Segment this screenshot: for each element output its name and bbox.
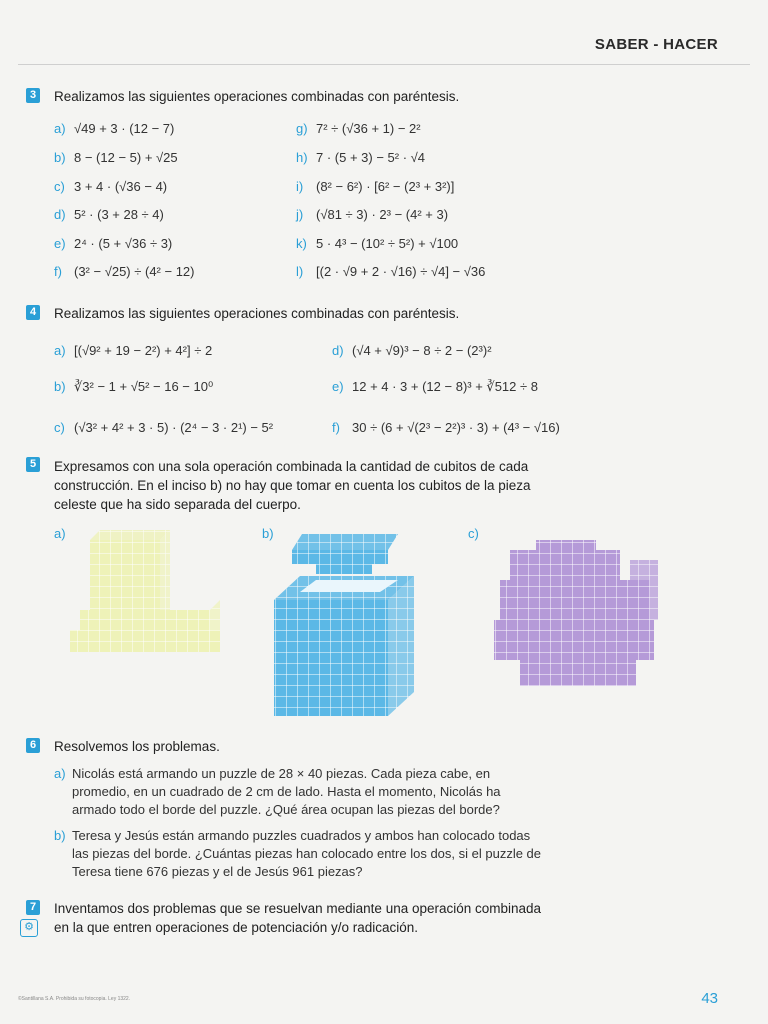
page-number: 43 xyxy=(701,990,718,1007)
cubes-figure-c xyxy=(494,540,658,686)
ex4-item: b) ∛3² − 1 + √5² − 16 − 10⁰ xyxy=(54,379,214,394)
header-rule xyxy=(18,64,750,65)
exercise-3-title: Realizamos las siguientes operaciones combinadas con paréntesis. xyxy=(54,89,460,104)
footer-note: ©Santillana S.A. Prohibida su fotocopia. Ley 1322. xyxy=(18,996,131,1002)
exercise-5-text: Expresamos con una sola operación combinada la cantidad de cubitos de cada construcción. En el inciso b) no hay que tomar en cuenta los cubitos de la pieza celeste que ha sido separada del cuerpo. xyxy=(54,459,531,512)
ex4-item: a) [(√9² + 19 − 2²) + 4²] ÷ 2 xyxy=(54,343,213,358)
header-title: SABER - HACER xyxy=(594,36,718,53)
figure-b-label: b) xyxy=(262,526,274,541)
figure-a-label: a) xyxy=(54,526,66,541)
cube-figures xyxy=(0,520,768,750)
ex4-item: d) (√4 + √9)³ − 8 ÷ 2 − (2³)² xyxy=(332,343,492,358)
ex3-item: k) 5 · 4³ − (10² ÷ 5²) + √100 xyxy=(296,236,459,251)
ex4-item: c) (√3² + 4² + 3 · 5) · (2⁴ − 3 · 2¹) − 5² xyxy=(54,420,274,435)
ex3-item: a) √49 + 3 · (12 − 7) xyxy=(54,121,175,136)
ex3-item: c) 3 + 4 · (√36 − 4) xyxy=(54,179,168,194)
exercise-5-badge: 5 xyxy=(26,457,40,472)
exercise-4-title: Realizamos las siguientes operaciones combinadas con paréntesis. xyxy=(54,306,460,321)
figure-c-label: c) xyxy=(468,526,479,541)
ex3-item: j) (√81 ÷ 3) · 2³ − (4² + 3) xyxy=(296,207,449,222)
ex4-item: e) 12 + 4 · 3 + (12 − 8)³ + ∛512 ÷ 8 xyxy=(332,379,538,394)
cubes-figure-a xyxy=(70,530,220,652)
ex4-item: f) 30 ÷ (6 + √(2³ − 2²)³ · 3) + (4³ − √16) xyxy=(332,420,560,435)
problem-b: b) Teresa y Jesús están armando puzzles cuadrados y ambos han colocado todas las piezas del borde. ¿Cuántas piezas han colocado entre los dos, si el puzzle de Teresa tiene 676 piezas y el de Jesús 961 piezas? xyxy=(54,828,542,879)
exercise-3-badge: 3 xyxy=(26,88,40,103)
cubes-figure-b xyxy=(274,534,414,716)
ex3-item: b) 8 − (12 − 5) + √25 xyxy=(54,150,178,165)
ex3-item: h) 7 · (5 + 3) − 5² · √4 xyxy=(296,150,426,165)
ex3-item: d) 5² · (3 + 28 ÷ 4) xyxy=(54,207,164,222)
problem-a: a) Nicolás está armando un puzzle de 28 × 40 piezas. Cada pieza cabe, en promedio, en un cuadrado de 2 cm de lado. Hasta el momento, Nicolás ha armado todo el borde del puzzle. ¿Qué área ocupan las piezas del borde? xyxy=(54,766,501,817)
ex3-item: l) [(2 · √9 + 2 · √16) ÷ √4] − √36 xyxy=(296,264,486,279)
ex3-item: f) (3² − √25) ÷ (4² − 12) xyxy=(54,264,195,279)
ex3-item: i) (8² − 6²) · [6² − (2³ + 3²)] xyxy=(296,179,455,194)
exercise-6-badge: 6 xyxy=(26,738,40,753)
ex3-item: e) 2⁴ · (5 + √36 ÷ 3) xyxy=(54,236,173,251)
exercise-7-badge: 7 xyxy=(26,900,40,915)
exercise-6-title: Resolvemos los problemas. xyxy=(54,739,220,754)
ex3-item: g) 7² ÷ (√36 + 1) − 2² xyxy=(296,121,421,136)
exercise-4-badge: 4 xyxy=(26,305,40,320)
exercise-7-text: Inventamos dos problemas que se resuelvan mediante una operación combinada en la que entren operaciones de potenciación y/o radicación. xyxy=(54,901,542,935)
link-icon: ⚙ xyxy=(20,919,38,937)
